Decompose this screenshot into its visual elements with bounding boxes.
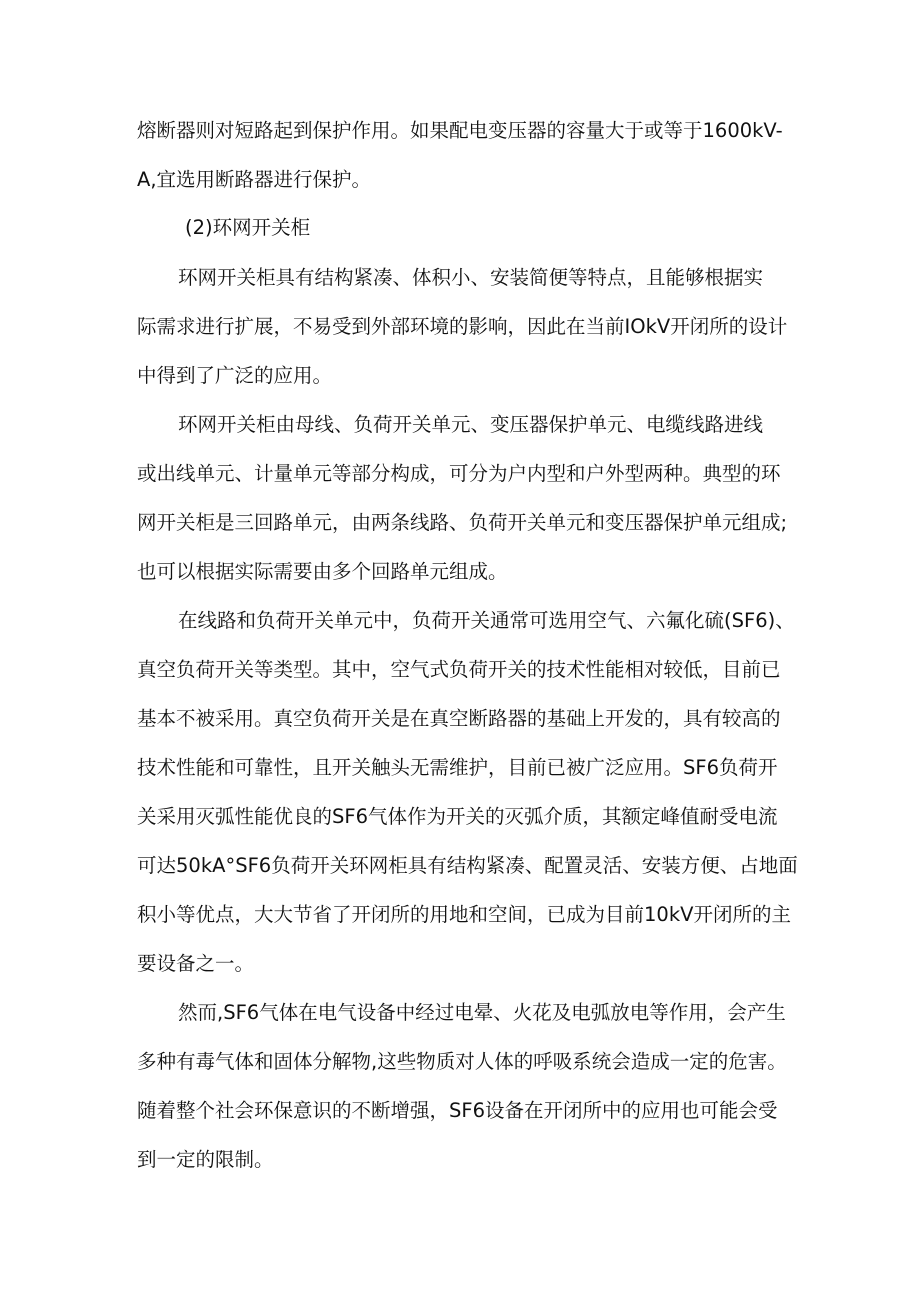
text-line: 也可以根据实际需要由多个回路单元组成。 xyxy=(137,560,508,583)
text-line: 随着整个社会环保意识的不断增强，SF6设备在开闭所中的应用也可能会受 xyxy=(137,1099,778,1122)
text-line: 真空负荷开关等类型。其中，空气式负荷开关的技术性能相对较低，目前已 xyxy=(137,658,781,681)
text-line: 要设备之一。 xyxy=(137,952,255,975)
text-line: 在线路和负荷开关单元中，负荷开关通常可选用空气、六氟化硫(SF6)、 xyxy=(178,609,795,632)
text-line: 网开关柜是三回路单元，由两条线路、负荷开关单元和变压器保护单元组成; xyxy=(137,511,788,534)
text-line: 技术性能和可靠性，且开关触头无需维护，目前已被广泛应用。SF6负荷开 xyxy=(137,756,778,779)
section-heading: (2)环网开关柜 xyxy=(185,216,311,239)
text-line: A,宜选用断路器进行保护。 xyxy=(137,168,372,191)
text-line: 然而,SF6气体在电气设备中经过电晕、火花及电弧放电等作用，会产生 xyxy=(178,1001,786,1024)
text-line: 际需求进行扩展，不易受到外部环境的影响，因此在当前IOkV开闭所的设计 xyxy=(137,315,788,338)
text-line: 积小等优点，大大节省了开闭所的用地和空间，已成为目前10kV开闭所的主 xyxy=(137,903,791,926)
text-line: 基本不被采用。真空负荷开关是在真空断路器的基础上开发的，具有较高的 xyxy=(137,707,781,730)
text-line: 可达50kA°SF6负荷开关环网柜具有结构紧凑、配置灵活、安装方便、占地面 xyxy=(137,854,798,877)
text-line: 熔断器则对短路起到保护作用。如果配电变压器的容量大于或等于1600kV- xyxy=(137,119,783,142)
text-line: 或出线单元、计量单元等部分构成，可分为户内型和户外型两种。典型的环 xyxy=(137,462,781,485)
text-line: 中得到了广泛的应用。 xyxy=(137,364,333,387)
text-line: 多种有毒气体和固体分解物,这些物质对人体的呼吸系统会造成一定的危害。 xyxy=(137,1050,787,1073)
text-line: 关采用灭弧性能优良的SF6气体作为开关的灭弧介质，其额定峰值耐受电流 xyxy=(137,805,778,828)
text-line: 环网开关柜由母线、负荷开关单元、变压器保护单元、电缆线路进线 xyxy=(178,413,764,436)
text-line: 到一定的限制。 xyxy=(137,1148,274,1171)
text-line: 环网开关柜具有结构紧凑、体积小、安装简便等特点，且能够根据实 xyxy=(178,266,764,289)
